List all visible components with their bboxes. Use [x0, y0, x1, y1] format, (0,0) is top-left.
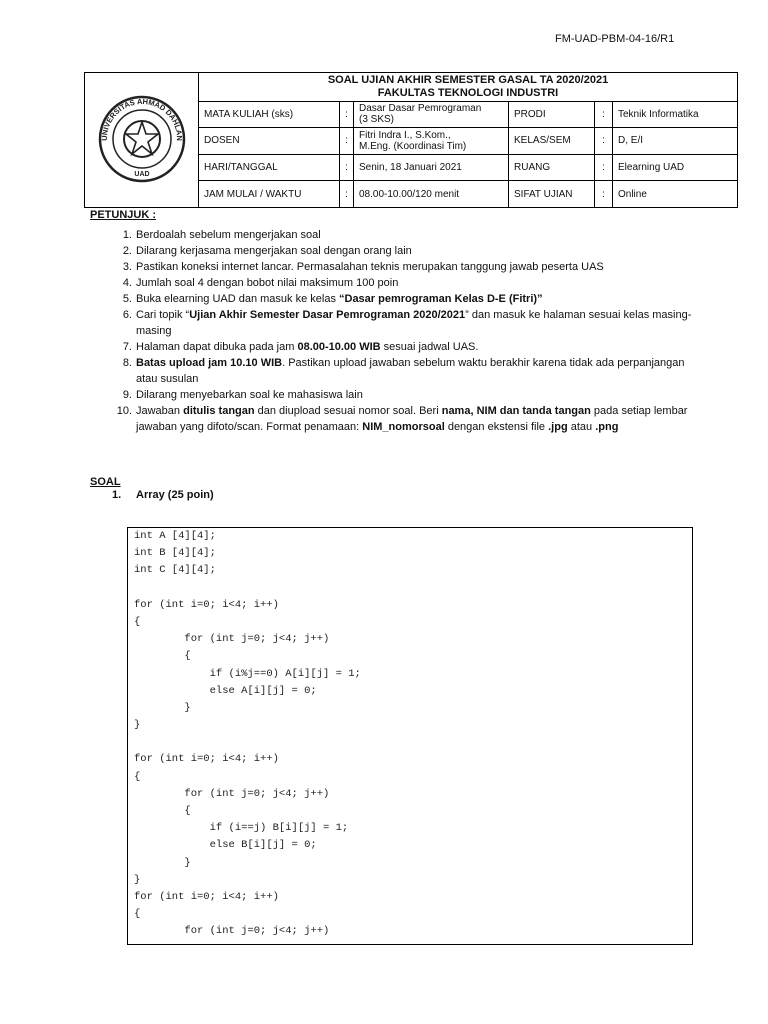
- colon: :: [595, 101, 613, 128]
- exam-header-table: [84, 72, 738, 208]
- item-text: Cari topik “: [136, 309, 190, 321]
- code-line: int C [4][4];: [134, 564, 216, 577]
- item-text: Jawaban: [136, 405, 184, 417]
- colon: :: [340, 181, 354, 208]
- item-text: . Pastikan upload jawaban sebelum waktu berakhir karena tidak ada perpanjangan atau susulan: [136, 357, 685, 385]
- item-text: Berdoalah sebelum mengerjakan soal: [136, 229, 321, 241]
- item-number: 2.: [122, 245, 132, 257]
- header-value: Senin, 18 Januari 2021: [354, 154, 509, 181]
- code-line: if (i==j) B[i][j] = 1;: [134, 822, 349, 835]
- item-number: 10.: [116, 405, 132, 417]
- item-number: 5.: [122, 293, 132, 305]
- item-text: ” dan masuk ke halaman sesuai kelas masing-masing: [136, 309, 692, 337]
- exam-title: SOAL UJIAN AKHIR SEMESTER GASAL TA 2020/2021: [327, 73, 609, 86]
- item-text: Dilarang kerjasama mengerjakan soal dengan orang lain: [136, 245, 412, 257]
- item-text: Halaman dapat dibuka pada jam: [136, 341, 298, 353]
- header-label: RUANG: [509, 154, 595, 181]
- list-item: [90, 403, 700, 435]
- code-line: }: [134, 701, 191, 714]
- open-hours: 08.00-10.00 WIB: [297, 341, 381, 353]
- header-label: SIFAT UJIAN: [509, 181, 595, 208]
- questions-heading: SOAL: [90, 476, 121, 488]
- code-line: }: [134, 719, 141, 732]
- colon: :: [340, 128, 354, 155]
- list-item: [90, 307, 700, 339]
- list-item: [90, 275, 700, 291]
- code-line: for (int i=0; i<4; i++): [134, 598, 279, 611]
- logo-mark: UAD: [133, 170, 150, 178]
- colon: :: [595, 128, 613, 155]
- identity-fields: nama, NIM dan tanda tangan: [441, 405, 591, 417]
- item-text: Dilarang menyebarkan soal ke mahasiswa lain: [136, 389, 363, 401]
- header-label: JAM MULAI / WAKTU: [199, 181, 340, 208]
- course-name: Dasar Dasar Pemrograman: [359, 103, 482, 115]
- item-text: Jumlah soal 4 dengan bobot nilai maksimum 100 poin: [136, 277, 399, 289]
- topic-name: Ujian Akhir Semester Dasar Pemrograman 2020/2021: [189, 309, 466, 321]
- header-label: HARI/TANGGAL: [199, 154, 340, 181]
- exam-title-cell: [199, 73, 738, 102]
- header-value: Teknik Informatika: [613, 101, 738, 128]
- form-code: FM-UAD-PBM-04-16/R1: [555, 33, 675, 45]
- filename-format: NIM_nomorsoal: [362, 421, 445, 433]
- code-line: }: [134, 856, 191, 869]
- upload-deadline: Batas upload jam 10.10 WIB: [136, 357, 283, 369]
- header-label: PRODI: [509, 101, 595, 128]
- list-item: [90, 259, 700, 275]
- header-label: MATA KULIAH (sks): [199, 101, 340, 128]
- file-ext-jpg: .jpg: [548, 421, 568, 433]
- code-line: {: [134, 805, 191, 817]
- list-item: [90, 355, 700, 387]
- class-name: “Dasar pemrograman Kelas D-E (Fitri)”: [339, 293, 543, 305]
- item-number: 9.: [122, 389, 132, 401]
- instructions-heading: PETUNJUK :: [90, 209, 157, 221]
- list-item: [90, 227, 700, 243]
- code-line: for (int i=0; i<4; i++): [134, 890, 279, 903]
- code-block: [128, 528, 692, 941]
- colon: :: [340, 101, 354, 128]
- item-text: atau: [567, 421, 596, 433]
- item-text: dengan ekstensi file: [444, 421, 549, 433]
- item-text: pada setiap lembar jawaban yang difoto/scan. Format penamaan:: [136, 405, 688, 433]
- header-value: Online: [613, 181, 738, 208]
- course-sks: (3 SKS): [359, 114, 395, 126]
- code-line: {: [134, 770, 141, 783]
- question-number: 1.: [112, 489, 122, 501]
- svg-text:UNIVERSITAS AHMAD DAHLAN: [99, 96, 183, 140]
- list-item: [90, 243, 700, 259]
- colon: :: [595, 154, 613, 181]
- question-title: [112, 489, 214, 501]
- code-line: {: [134, 908, 141, 921]
- item-number: 4.: [122, 277, 132, 289]
- item-text: dan diupload sesuai nomor soal. Beri: [254, 405, 442, 417]
- item-text: sesuai jadwal UAS.: [380, 341, 479, 353]
- header-value: D, E/I: [613, 128, 738, 155]
- header-label: KELAS/SEM: [509, 128, 595, 155]
- item-number: 6.: [122, 309, 132, 321]
- code-line: {: [134, 650, 191, 663]
- university-logo-cell: [85, 73, 199, 208]
- item-number: 7.: [122, 341, 132, 353]
- code-line: for (int i=0; i<4; i++): [134, 753, 279, 766]
- lecturer-name: Fitri Indra I., S.Kom.,: [359, 129, 451, 141]
- code-line: else B[i][j] = 0;: [134, 839, 317, 852]
- code-box: [127, 527, 693, 945]
- code-line: int A [4][4];: [134, 530, 216, 542]
- item-number: 8.: [122, 357, 132, 369]
- university-logo: [97, 94, 187, 184]
- item-text: Pastikan koneksi internet lancar. Permasalahan teknis merupakan tanggung jawab peserta UAS: [136, 261, 604, 273]
- code-line: if (i%j==0) A[i][j] = 1;: [134, 667, 361, 680]
- list-item: [90, 387, 700, 403]
- header-label: DOSEN: [199, 128, 340, 155]
- code-line: for (int j=0; j<4; j++): [134, 925, 330, 938]
- header-value: [354, 128, 509, 155]
- file-ext-png: .png: [595, 421, 619, 433]
- item-number: 1.: [122, 229, 132, 241]
- code-line: [134, 580, 692, 597]
- code-line: {: [134, 615, 141, 628]
- code-line: int B [4][4];: [134, 547, 216, 560]
- logo-ring-text: UNIVERSITAS AHMAD DAHLAN: [99, 96, 184, 141]
- code-line: for (int j=0; j<4; j++): [134, 787, 330, 800]
- colon: :: [595, 181, 613, 208]
- colon: :: [340, 154, 354, 181]
- header-value: 08.00-10.00/120 menit: [354, 181, 509, 208]
- item-number: 3.: [122, 261, 132, 273]
- code-line: }: [134, 873, 141, 886]
- lecturer-role: M.Eng. (Koordinasi Tim): [359, 140, 467, 152]
- faculty-title: FAKULTAS TEKNOLOGI INDUSTRI: [377, 86, 559, 99]
- item-text: Buka elearning UAD dan masuk ke kelas: [136, 293, 339, 305]
- list-item: [90, 339, 700, 355]
- header-value: Elearning UAD: [613, 154, 738, 181]
- instructions-list: [90, 227, 700, 435]
- list-item: [90, 291, 700, 307]
- header-value: [354, 101, 509, 128]
- code-line: else A[i][j] = 0;: [134, 684, 317, 697]
- handwritten-note: ditulis tangan: [183, 405, 255, 417]
- question-text: Array (25 poin): [136, 489, 214, 501]
- code-line: [134, 734, 692, 751]
- code-line: for (int j=0; j<4; j++): [134, 633, 330, 646]
